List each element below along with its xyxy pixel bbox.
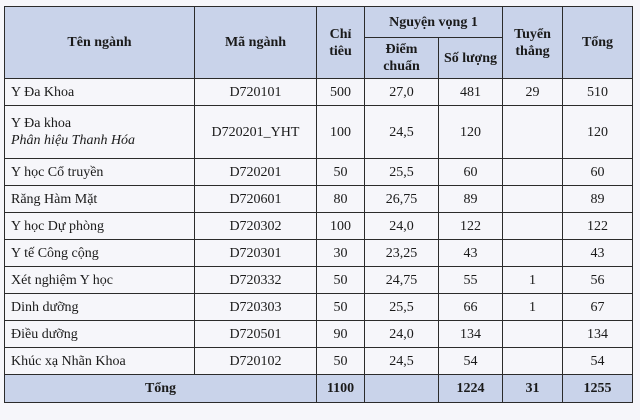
cell-so-luong: 122 — [439, 213, 503, 240]
total-tuyen-thang: 31 — [503, 375, 563, 403]
table-row — [5, 106, 633, 159]
cell-code: D720102 — [195, 348, 317, 375]
table-row — [5, 79, 633, 106]
cell-so-luong: 54 — [439, 348, 503, 375]
cell-diem-chuan: 24,0 — [365, 213, 439, 240]
total-tong: 1255 — [563, 375, 633, 403]
cell-chi-tieu: 100 — [317, 213, 365, 240]
cell-name — [5, 106, 195, 159]
cell-so-luong: 60 — [439, 159, 503, 186]
admissions-table — [4, 6, 633, 403]
cell-name: Y học Cổ truyền — [5, 159, 195, 186]
cell-code: D720332 — [195, 267, 317, 294]
table-row — [5, 240, 633, 267]
cell-tong: 134 — [563, 321, 633, 348]
cell-code: D720302 — [195, 213, 317, 240]
cell-name-main: Y Đa khoa — [11, 116, 72, 131]
cell-so-luong: 134 — [439, 321, 503, 348]
header-ten-nganh: Tên ngành — [5, 7, 195, 79]
cell-tuyen-thang: 29 — [503, 79, 563, 106]
cell-diem-chuan: 24,75 — [365, 267, 439, 294]
cell-diem-chuan: 24,5 — [365, 106, 439, 159]
cell-tong: 120 — [563, 106, 633, 159]
table-row — [5, 213, 633, 240]
cell-tong: 67 — [563, 294, 633, 321]
cell-tong: 60 — [563, 159, 633, 186]
cell-diem-chuan: 25,5 — [365, 294, 439, 321]
cell-name: Răng Hàm Mặt — [5, 186, 195, 213]
cell-code: D720303 — [195, 294, 317, 321]
cell-diem-chuan: 25,5 — [365, 159, 439, 186]
total-so-luong: 1224 — [439, 375, 503, 403]
header-chi-tieu: Chỉ tiêu — [317, 7, 365, 79]
cell-chi-tieu: 50 — [317, 294, 365, 321]
header-so-luong: Số lượng — [439, 38, 503, 79]
cell-chi-tieu: 50 — [317, 159, 365, 186]
table-row — [5, 267, 633, 294]
cell-name: Y Đa Khoa — [5, 79, 195, 106]
cell-tong: 510 — [563, 79, 633, 106]
header-tong: Tổng — [563, 7, 633, 79]
table-row — [5, 348, 633, 375]
table-body — [5, 79, 633, 375]
table-row — [5, 186, 633, 213]
cell-tuyen-thang — [503, 321, 563, 348]
total-row — [5, 375, 633, 403]
cell-chi-tieu: 80 — [317, 186, 365, 213]
total-chi-tieu: 1100 — [317, 375, 365, 403]
cell-name: Y tế Công cộng — [5, 240, 195, 267]
header-diem-chuan: Điểm chuẩn — [365, 38, 439, 79]
cell-tong: 43 — [563, 240, 633, 267]
cell-chi-tieu: 100 — [317, 106, 365, 159]
cell-chi-tieu: 90 — [317, 321, 365, 348]
cell-tong: 89 — [563, 186, 633, 213]
cell-tuyen-thang — [503, 186, 563, 213]
cell-code: D720201 — [195, 159, 317, 186]
cell-tuyen-thang — [503, 240, 563, 267]
cell-name: Y học Dự phòng — [5, 213, 195, 240]
table-row — [5, 321, 633, 348]
cell-code: D720501 — [195, 321, 317, 348]
cell-name: Dinh dưỡng — [5, 294, 195, 321]
cell-chi-tieu: 500 — [317, 79, 365, 106]
cell-so-luong: 43 — [439, 240, 503, 267]
cell-name: Khúc xạ Nhãn Khoa — [5, 348, 195, 375]
cell-tuyen-thang — [503, 106, 563, 159]
cell-diem-chuan: 23,25 — [365, 240, 439, 267]
cell-so-luong: 481 — [439, 79, 503, 106]
cell-so-luong: 120 — [439, 106, 503, 159]
header-ma-nganh: Mã ngành — [195, 7, 317, 79]
cell-so-luong: 66 — [439, 294, 503, 321]
cell-code: D720301 — [195, 240, 317, 267]
cell-tuyen-thang: 1 — [503, 267, 563, 294]
cell-chi-tieu: 50 — [317, 348, 365, 375]
table-footer — [5, 375, 633, 403]
table-header — [5, 7, 633, 79]
cell-tong: 54 — [563, 348, 633, 375]
cell-code: D720601 — [195, 186, 317, 213]
cell-so-luong: 55 — [439, 267, 503, 294]
cell-diem-chuan: 26,75 — [365, 186, 439, 213]
cell-name: Điều dưỡng — [5, 321, 195, 348]
cell-chi-tieu: 50 — [317, 267, 365, 294]
header-nguyen-vong: Nguyện vọng 1 — [365, 7, 503, 38]
cell-diem-chuan: 24,0 — [365, 321, 439, 348]
cell-diem-chuan: 24,5 — [365, 348, 439, 375]
cell-tuyen-thang — [503, 159, 563, 186]
table-row — [5, 159, 633, 186]
total-diem-chuan — [365, 375, 439, 403]
cell-tong: 56 — [563, 267, 633, 294]
cell-code: D720101 — [195, 79, 317, 106]
cell-tuyen-thang — [503, 213, 563, 240]
total-label: Tổng — [5, 375, 317, 403]
table-row — [5, 294, 633, 321]
cell-diem-chuan: 27,0 — [365, 79, 439, 106]
cell-code: D720201_YHT — [195, 106, 317, 159]
header-tuyen-thang: Tuyển thẳng — [503, 7, 563, 79]
cell-chi-tieu: 30 — [317, 240, 365, 267]
cell-so-luong: 89 — [439, 186, 503, 213]
cell-tong: 122 — [563, 213, 633, 240]
cell-tuyen-thang — [503, 348, 563, 375]
cell-name: Xét nghiệm Y học — [5, 267, 195, 294]
cell-tuyen-thang: 1 — [503, 294, 563, 321]
cell-name-sub: Phân hiệu Thanh Hóa — [11, 133, 136, 148]
